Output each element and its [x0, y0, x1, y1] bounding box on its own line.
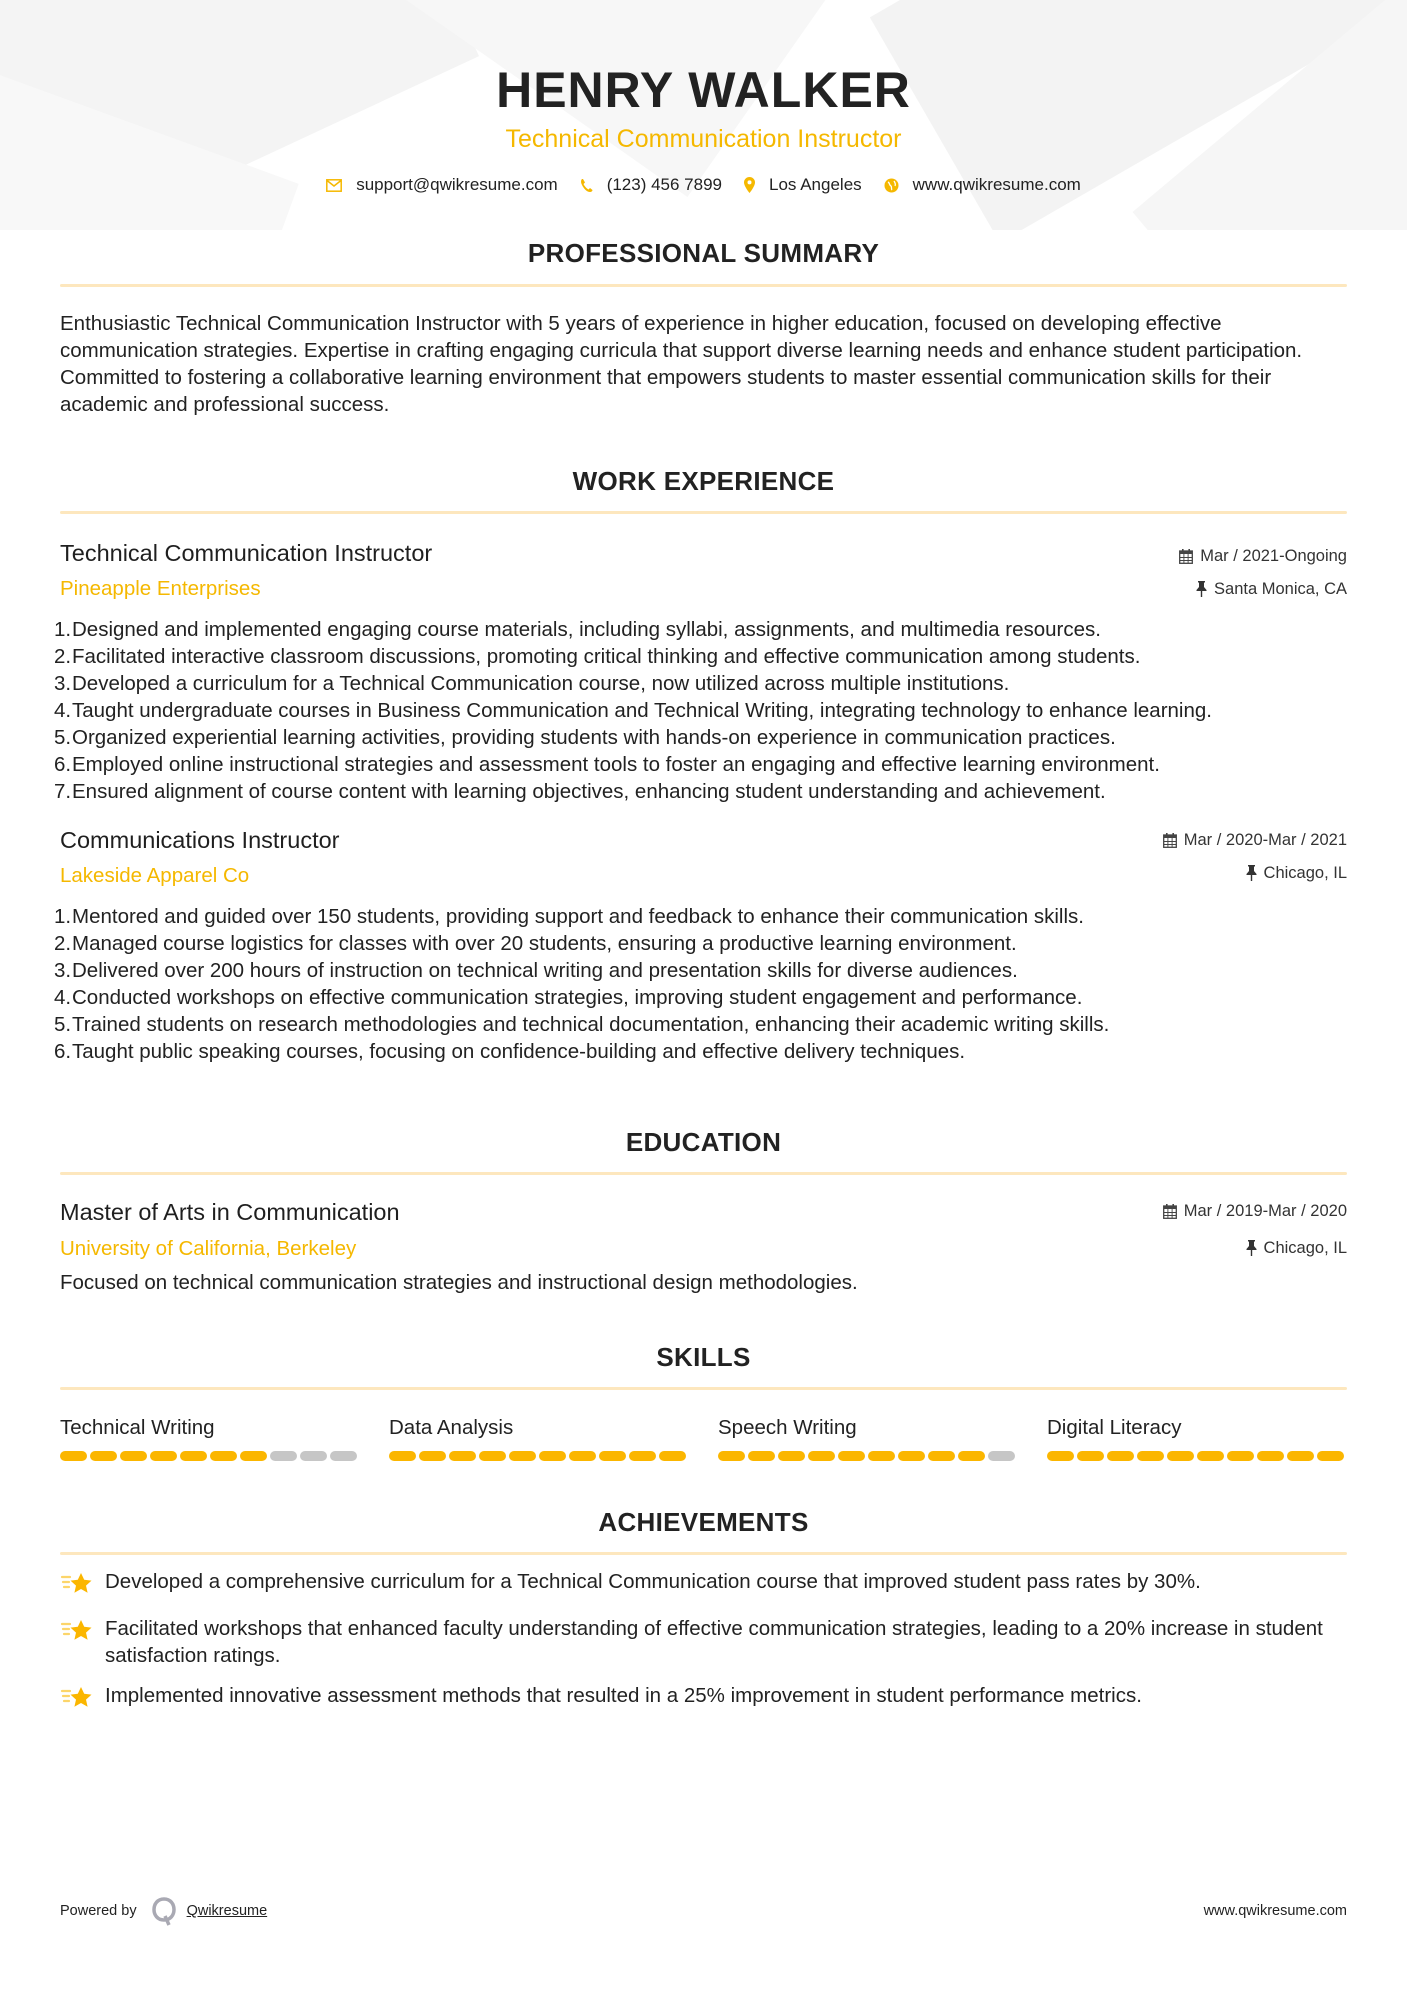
- skill-rating: [60, 1451, 360, 1461]
- rating-dot-filled: [1227, 1451, 1254, 1461]
- rating-dot-filled: [958, 1451, 985, 1461]
- rating-dot-empty: [270, 1451, 297, 1461]
- contact-location: [744, 175, 862, 195]
- calendar-icon: [1179, 549, 1193, 564]
- powered-by-label: Powered by: [60, 1903, 137, 1919]
- rating-dot-empty: [300, 1451, 327, 1461]
- shooting-star-icon: [60, 1685, 96, 1716]
- rating-dot-filled: [1167, 1451, 1194, 1461]
- list-item: 3. Delivered over 200 hours of instruction on technical writing and presentation skills for diverse audiences.: [54, 959, 1018, 982]
- job-title: Communications Instructor: [60, 827, 340, 853]
- skill-item: [718, 1414, 1018, 1461]
- rating-dot-empty: [330, 1451, 357, 1461]
- list-item: 1. Designed and implemented engaging course materials, including syllabi, assignments, and multimedia resources.: [54, 618, 1101, 641]
- website-text: www.qwikresume.com: [912, 175, 1081, 194]
- skill-name: Data Analysis: [389, 1416, 514, 1439]
- list-item: 2. Facilitated interactive classroom discussions, promoting critical thinking and effective communication among students.: [54, 645, 1141, 668]
- skill-item: [60, 1414, 360, 1461]
- skill-name: Speech Writing: [718, 1416, 857, 1439]
- rating-dot-filled: [718, 1451, 745, 1461]
- rating-dot-filled: [479, 1451, 506, 1461]
- rating-dot-filled: [1107, 1451, 1134, 1461]
- achievement-text: Implemented innovative assessment methods that resulted in a 25% improvement in student performance metrics.: [105, 1684, 1142, 1707]
- rating-dot-filled: [599, 1451, 626, 1461]
- section-divider: [60, 1172, 1347, 1175]
- skills-grid: [60, 1414, 1347, 1461]
- job-title: Technical Communication Instructor: [60, 540, 433, 566]
- candidate-name: HENRY WALKER: [496, 62, 911, 118]
- location-text: Los Angeles: [769, 175, 862, 194]
- envelope-icon: [326, 179, 342, 192]
- education-section: [60, 1127, 1347, 1296]
- job-dates: Mar / 2020-Mar / 2021: [1183, 830, 1347, 849]
- rating-dot-filled: [180, 1451, 207, 1461]
- qwikresume-link[interactable]: Qwikresume: [186, 1903, 268, 1919]
- rating-dot-filled: [509, 1451, 536, 1461]
- achievement-item: [60, 1682, 1347, 1716]
- shooting-star-icon: [60, 1571, 96, 1602]
- skill-rating: [718, 1451, 1018, 1461]
- list-item: 7. Ensured alignment of course content with learning objectives, enhancing student understanding and achievement.: [54, 780, 1106, 803]
- skills-section: [60, 1342, 1347, 1461]
- rating-dot-filled: [150, 1451, 177, 1461]
- job-bullets: [54, 616, 1347, 805]
- rating-dot-filled: [1077, 1451, 1104, 1461]
- list-item: 2. Managed course logistics for classes with over 20 students, ensuring a productive learning environment.: [54, 932, 1017, 955]
- rating-dot-filled: [898, 1451, 925, 1461]
- job-bullets: [54, 903, 1347, 1065]
- contact-phone[interactable]: [580, 175, 722, 195]
- job-location: Santa Monica, CA: [1214, 579, 1347, 598]
- job-company: Pineapple Enterprises: [60, 577, 261, 600]
- rating-dot-filled: [240, 1451, 267, 1461]
- rating-dot-filled: [539, 1451, 566, 1461]
- pushpin-icon: [1246, 865, 1257, 881]
- email-text: support@qwikresume.com: [356, 175, 558, 194]
- job-company: Lakeside Apparel Co: [60, 864, 250, 887]
- shooting-star-icon: [60, 1618, 96, 1649]
- rating-dot-filled: [569, 1451, 596, 1461]
- section-divider: [60, 1552, 1347, 1555]
- section-divider: [60, 511, 1347, 514]
- list-item: 4. Taught undergraduate courses in Business Communication and Technical Writing, integrating technology to enhance learning.: [54, 699, 1212, 722]
- skill-rating: [1047, 1451, 1347, 1461]
- candidate-title: Technical Communication Instructor: [505, 125, 902, 153]
- list-item: 5. Organized experiential learning activities, providing students with hands-on experience in communication practices.: [54, 726, 1116, 749]
- education-dates: Mar / 2019-Mar / 2020: [1183, 1201, 1347, 1220]
- contact-website[interactable]: [884, 175, 1081, 195]
- pushpin-icon: [1196, 581, 1207, 597]
- qwikresume-logo-icon: [151, 1896, 177, 1926]
- pushpin-icon: [1246, 1240, 1257, 1256]
- rating-dot-filled: [928, 1451, 955, 1461]
- rating-dot-filled: [210, 1451, 237, 1461]
- rating-dot-filled: [389, 1451, 416, 1461]
- summary-section: [60, 238, 1347, 418]
- rating-dot-filled: [1047, 1451, 1074, 1461]
- phone-text: (123) 456 7899: [606, 175, 723, 194]
- skill-name: Digital Literacy: [1047, 1416, 1182, 1439]
- job-entry: [54, 538, 1347, 805]
- achievements-heading: ACHIEVEMENTS: [598, 1507, 809, 1537]
- achievements-section: [60, 1507, 1347, 1716]
- rating-dot-filled: [1317, 1451, 1344, 1461]
- rating-dot-filled: [1257, 1451, 1284, 1461]
- section-divider: [60, 1387, 1347, 1390]
- rating-dot-filled: [778, 1451, 805, 1461]
- school-name: University of California, Berkeley: [60, 1237, 357, 1260]
- achievement-item: [60, 1615, 1347, 1669]
- rating-dot-empty: [988, 1451, 1015, 1461]
- skill-name: Technical Writing: [60, 1416, 215, 1439]
- list-item: 5. Trained students on research methodologies and technical documentation, enhancing their academic writing skills.: [54, 1013, 1110, 1036]
- rating-dot-filled: [659, 1451, 686, 1461]
- rating-dot-filled: [748, 1451, 775, 1461]
- achievement-text: Facilitated workshops that enhanced faculty understanding of effective communication strategies, leading to a 20% increase in student satisfaction ratings.: [105, 1617, 1323, 1667]
- skill-item: [389, 1414, 689, 1461]
- experience-section: [54, 466, 1347, 1065]
- globe-icon: [884, 178, 899, 193]
- list-item: 1. Mentored and guided over 150 students, providing support and feedback to enhance their communication skills.: [54, 905, 1084, 928]
- list-item: 6. Employed online instructional strategies and assessment tools to foster an engaging and effective learning environment.: [54, 753, 1160, 776]
- phone-icon: [580, 178, 593, 193]
- section-divider: [60, 284, 1347, 287]
- experience-heading: WORK EXPERIENCE: [572, 466, 835, 496]
- summary-text: Enthusiastic Technical Communication Instructor with 5 years of experience in higher education, focused on developing effective communication strategies. Expertise in crafting engaging curricula that support diverse learning needs and enhance student participation. Committed to fostering a collaborative learning environment that empowers students to master essential communication skills for their academic and professional success.: [60, 312, 1303, 416]
- job-entry: [54, 825, 1347, 1065]
- rating-dot-filled: [1197, 1451, 1224, 1461]
- job-location: Chicago, IL: [1263, 863, 1347, 882]
- footer-website[interactable]: www.qwikresume.com: [1203, 1903, 1347, 1919]
- contact-bar: [60, 175, 1347, 195]
- map-pin-icon: [744, 177, 755, 193]
- rating-dot-filled: [90, 1451, 117, 1461]
- resume-header: [60, 0, 1347, 195]
- achievement-item: [60, 1568, 1347, 1602]
- rating-dot-filled: [838, 1451, 865, 1461]
- list-item: 6. Taught public speaking courses, focusing on confidence-building and effective delivery techniques.: [54, 1040, 966, 1063]
- rating-dot-filled: [1137, 1451, 1164, 1461]
- contact-email[interactable]: [326, 175, 558, 195]
- degree-title: Master of Arts in Communication: [60, 1199, 400, 1225]
- achievement-text: Developed a comprehensive curriculum for a Technical Communication course that improved student pass rates by 30%.: [105, 1570, 1201, 1593]
- rating-dot-filled: [60, 1451, 87, 1461]
- summary-heading: PROFESSIONAL SUMMARY: [527, 238, 880, 268]
- rating-dot-filled: [808, 1451, 835, 1461]
- rating-dot-filled: [120, 1451, 147, 1461]
- education-description: Focused on technical communication strategies and instructional design methodologies.: [60, 1271, 858, 1294]
- job-dates: Mar / 2021-Ongoing: [1200, 546, 1347, 565]
- list-item: 3. Developed a curriculum for a Technical Communication course, now utilized across multiple institutions.: [54, 672, 1010, 695]
- education-entry: [60, 1197, 1347, 1296]
- list-item: 4. Conducted workshops on effective communication strategies, improving student engagement and performance.: [54, 986, 1083, 1009]
- skill-item: [1047, 1414, 1347, 1461]
- rating-dot-filled: [449, 1451, 476, 1461]
- calendar-icon: [1163, 833, 1177, 848]
- rating-dot-filled: [629, 1451, 656, 1461]
- rating-dot-filled: [419, 1451, 446, 1461]
- skills-heading: SKILLS: [656, 1342, 751, 1372]
- calendar-icon: [1163, 1204, 1177, 1219]
- rating-dot-filled: [1287, 1451, 1314, 1461]
- page-footer: [60, 1896, 1347, 1926]
- rating-dot-filled: [868, 1451, 895, 1461]
- skill-rating: [389, 1451, 689, 1461]
- education-location: Chicago, IL: [1263, 1238, 1347, 1257]
- education-heading: EDUCATION: [625, 1127, 782, 1157]
